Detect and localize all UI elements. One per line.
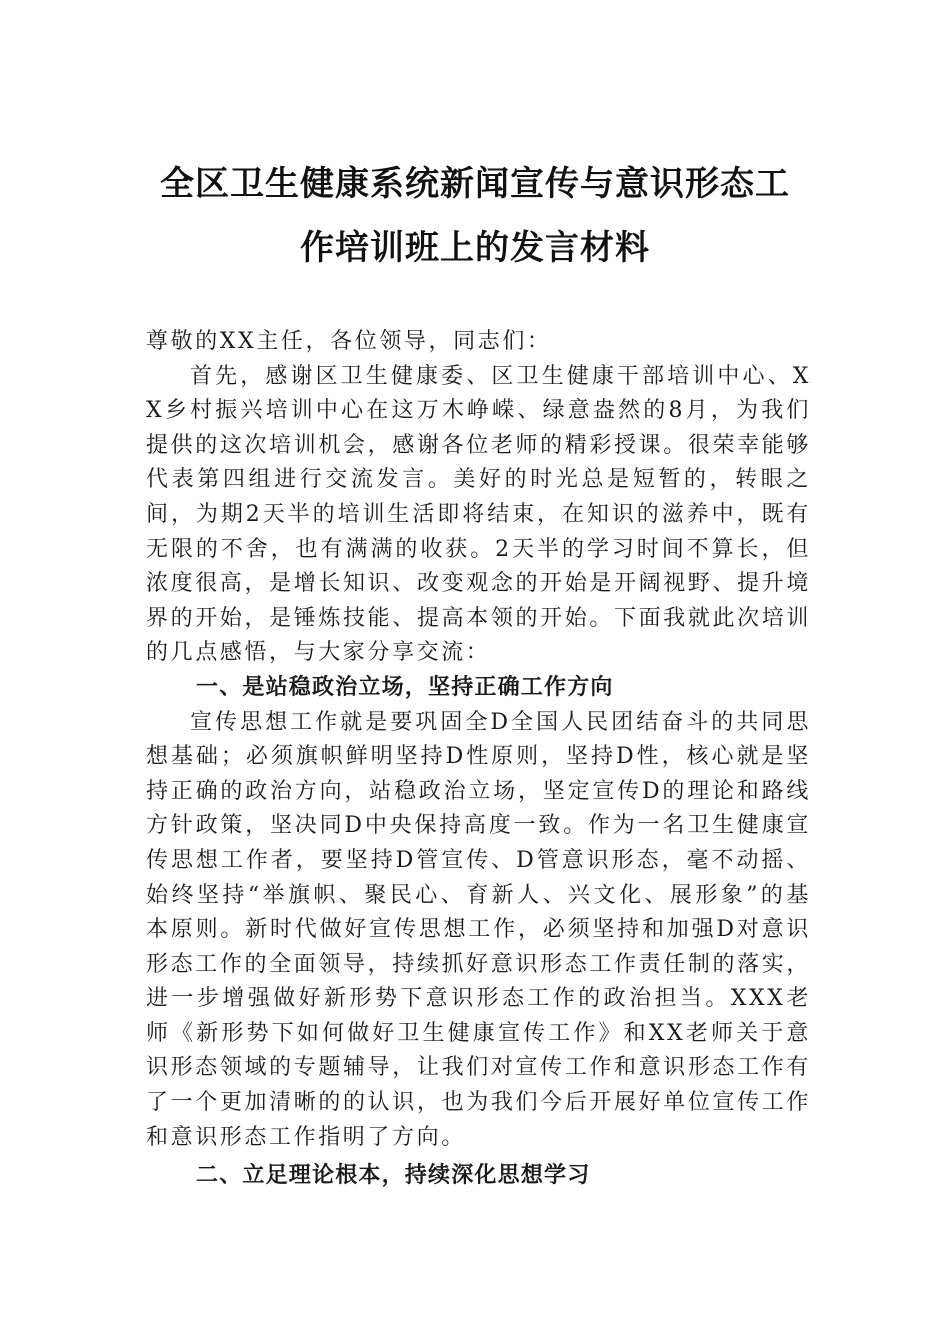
- title-line-1: 全区卫生健康系统新闻宣传与意识形态工: [160, 164, 790, 204]
- section-2-heading: 二、立足理论根本，持续深化思想学习: [196, 1163, 591, 1189]
- salutation: 尊敬的XX主任，各位领导，同志们：: [146, 329, 552, 354]
- document-title: [120, 152, 830, 280]
- title-line-2: 作培训班上的发言材料: [300, 228, 650, 268]
- section-1-paragraph: 宣传思想工作就是要巩固全D全国人民团结奋斗的共同思想基础；必须旗帜鲜明坚持D性原则，坚持D性，核心就是坚持正确的政治方向，站稳政治立场，坚定宣传D的理论和路线方针政策，坚决同D中央保持高度一致。作为一名卫生健康宣传思想工作者，要坚持D管宣传、D管意识形态，毫不动摇、始终坚持“举旗帜、聚民心、育新人、兴文化、展形象”的基本原则。新时代做好宣传思想工作，必须坚持和加强D对意识形态工作的全面领导，持续抓好意识形态工作责任制的落实，进一步增强做好新形势下意识形态工作的政治担当。XXX老师《新形势下如何做好卫生健康宣传工作》和XX老师关于意识形态领域的专题辅导，让我们对宣传工作和意识形态工作有了一个更加清晰的的认识，也为我们今后开展好单位宣传工作和意识形态工作指明了方向。: [146, 709, 811, 1150]
- intro-paragraph: 首先，感谢区卫生健康委、区卫生健康干部培训中心、XX乡村振兴培训中心在这万木峥嵘、绿意盎然的8月，为我们提供的这次培训机会，感谢各位老师的精彩授课。很荣幸能够代表第四组进行交流发言。美好的时光总是短暂的，转眼之间，为期2天半的培训生活即将结束，在知识的滋养中，既有无限的不舍，也有满满的收获。2天半的学习时间不算长，但浓度很高，是增长知识、改变观念的开始是开阔视野、提升境界的开始，是锤炼技能、提高本领的开始。下面我就此次培训的几点感悟，与大家分享交流：: [146, 363, 811, 666]
- section-1-heading: 一、是站稳政治立场，坚持正确工作方向: [196, 674, 614, 700]
- document-body: [146, 325, 811, 1194]
